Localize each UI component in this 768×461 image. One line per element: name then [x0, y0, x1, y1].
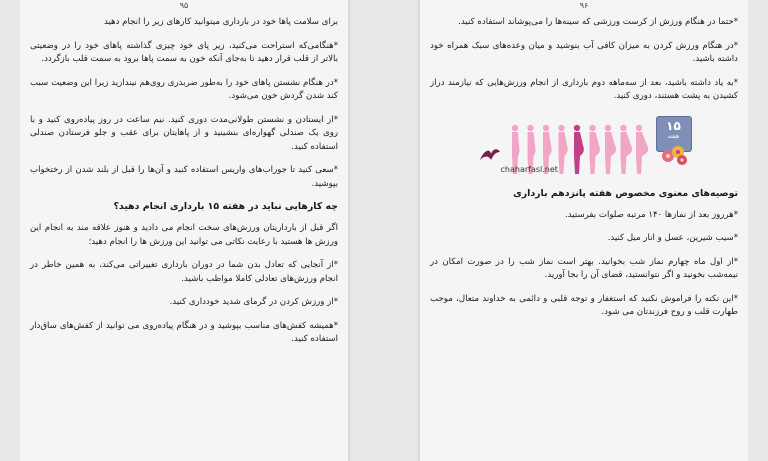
intro-paragraph: اگر قبل از بارداریتان ورزش‌های سخت انجام می دادید و هنوز علاقه مند به انجام این ورزش ها هستید با رعایت نکاتی می توانید این ورزش ها را انجام دهید؛: [30, 223, 338, 247]
list-item: *به یاد داشته باشید، بعد از سه‌ماهه دوم بارداری از انجام ورزش‌هایی که نیازمند دراز کشیدن به پشت هستند، دوری کنید.: [430, 77, 738, 101]
list-item: *از ورزش کردن در گرمای شدید خودداری کنید.: [169, 297, 338, 307]
page-body: [30, 16, 338, 357]
bird-logo-icon: [479, 146, 501, 162]
left-page: [20, 0, 348, 461]
list-item: *این نکته را فراموش نکنید که استغفار و توجه قلبی و دائمی به خداوند متعال، موجب طهارت قلب و روح فرزندتان می شود.: [430, 293, 738, 317]
silhouette-figure: [620, 124, 632, 173]
list-item: *سعی کنید تا جوراب‌های واریس استفاده کنید و آن‌ها را قبل از بلند شدن از رختخواب بپوشید.: [30, 165, 338, 189]
silhouette-figure: [558, 124, 567, 173]
page-edge-shadow: [348, 0, 352, 461]
silhouette-figure: [635, 124, 647, 173]
list-item: *از اول ماه چهارم نماز شب بخوانید. بهتر است نماز شب را در صورت امکان در نیمه‌شب بخونید و اگر نتوانستید، قضای آن را بجا آورید.: [430, 256, 738, 280]
list-item: *از ایستادن و نشستن طولانی‌مدت دوری کنید. نیم ساعت در روز پیاده‌روی کنید و با روی یک صندلی گهواره‌ای بنشینید و از پاهایتان برای عقب و جلو فرستادن صندلی استفاده کنید.: [30, 114, 338, 152]
list-item: *در هنگام نشستن پاهای خود را به‌طور ضربدری روی‌هم نیندازید زیرا این وضعیت سبب کند شدن گردش خون می‌شود.: [30, 77, 338, 101]
list-item: *هرروز بعد از نمازها ۱۴۰ مرتبه صلوات بفرستید.: [565, 209, 738, 220]
list-item: *همیشه کفش‌های مناسب بپوشید و در هنگام پیاده‌روی می توانید از کفش‌های ساق‌دار استفاده کنید.: [30, 320, 338, 344]
page-number: ۹۶: [579, 1, 589, 10]
list-item: *حتما در هنگام ورزش از کرست ورزشی که سینه‌ها را می‌پوشاند استفاده کنید.: [458, 17, 738, 27]
page-number: ۹۵: [179, 1, 189, 10]
silhouette-figure: [589, 124, 600, 173]
silhouette-figure: [573, 124, 583, 173]
pregnancy-weeks-illustration: [477, 116, 692, 178]
right-page: [420, 0, 748, 461]
silhouette-figure: [604, 124, 615, 173]
flower-icon: [660, 142, 690, 168]
list-item: *سیب شیرین، عسل و انار میل کنید.: [607, 233, 738, 243]
section-heading: چه کارهایی نباید در هفته ۱۵ بارداری انجام دهید؟: [113, 201, 338, 212]
list-item: *در هنگام ورزش کردن به میزان کافی آب بنوشید و میان وعده‌های سبک همراه خود داشته باشید.: [430, 40, 738, 64]
intro-paragraph: برای سلامت پاها خود در بارداری میتوانید کارهای زیر را انجام دهید: [103, 17, 338, 27]
section-heading: توصیه‌های معنوی مخصوص هفته پانزدهم بارداری: [513, 187, 738, 199]
site-watermark: chaharfasl.net: [500, 164, 558, 174]
list-item: *از آنجایی که تعادل بدن شما در دوران بارداری تغییراتی می‌کند، به همین خاطر در انجام ورزش‌های تعادلی کاملا مواظب باشید.: [30, 260, 338, 284]
page-edge-shadow: [416, 0, 420, 461]
week-number: ۱۵: [666, 118, 681, 133]
week-label: هفته: [667, 132, 680, 140]
page-body: [430, 16, 738, 330]
list-item: *هنگامی‌که استراحت می‌کنید، زیر پای خود چیزی گذاشته پاهای خود را در وضعیتی بالاتر از قلب قرار دهید تا به‌جای آنکه خون به سمت پاها برود به سمت قلب بازگردد.: [30, 40, 338, 64]
